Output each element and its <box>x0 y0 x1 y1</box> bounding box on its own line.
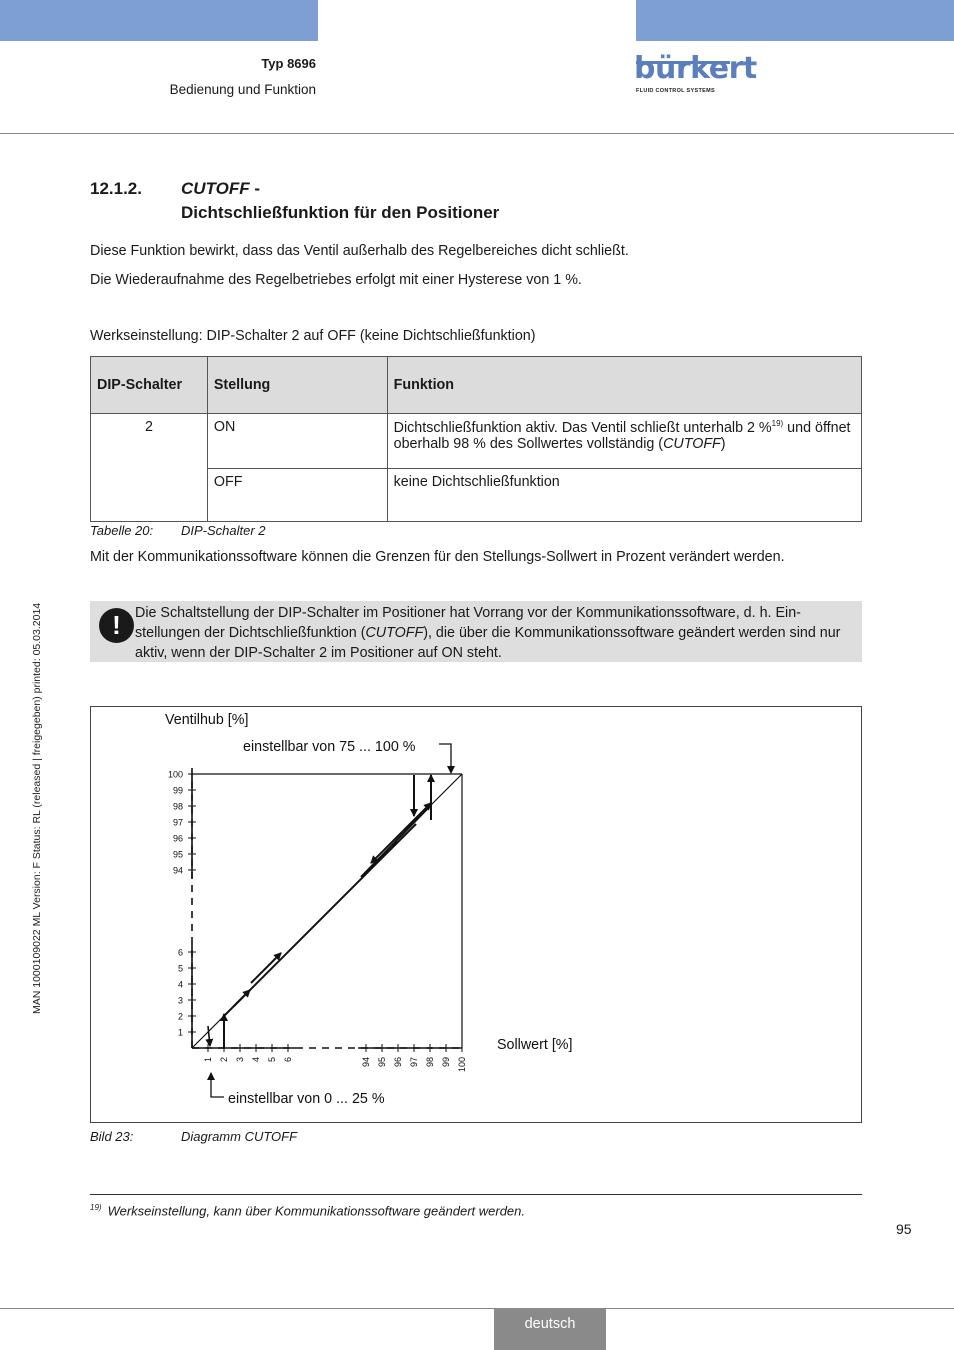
table-header-position: Stellung <box>207 357 387 414</box>
y-tick-label-5: 5 <box>177 963 183 974</box>
header-bar-left <box>0 0 318 41</box>
annotation-bottom: einstellbar von 0 ... 25 % <box>228 1091 385 1107</box>
on-function-cutoff: CUTOFF <box>663 435 721 452</box>
section-title-line2: Dichtschließfunktion für den Positioner <box>181 203 500 222</box>
x-tick-label-5: 5 <box>267 1057 277 1063</box>
figure-caption-label: Bild 23: <box>90 1129 134 1144</box>
document-subtitle: Bedienung und Funktion <box>169 82 316 97</box>
x-tick-label-97: 97 <box>409 1057 419 1068</box>
x-tick-label-2: 2 <box>219 1057 229 1063</box>
cutoff-diagram <box>90 706 862 1123</box>
x-tick-label-100: 100 <box>457 1057 467 1073</box>
cutoff-drop-low <box>208 1026 210 1046</box>
paragraph-function: Diese Funktion bewirkt, dass das Ventil außerhalb des Regelbereiches dicht schließt. <box>90 243 629 259</box>
note-text-a: Die Schaltstellung der DIP-Schalter im Positioner hat Vorrang vor der Kommunikationssoftware, d. h. Ein-stellungen der Dichtschließfunktion ( <box>135 605 801 641</box>
characteristic-line-high <box>361 806 430 877</box>
y-tick-label-2: 2 <box>177 1011 183 1022</box>
dip-switch-table <box>90 356 862 522</box>
x-tick-label-4: 4 <box>251 1057 261 1063</box>
y-tick-label-96: 96 <box>172 833 183 844</box>
arrow-down-mid <box>371 831 403 863</box>
section-number: 12.1.2. <box>90 179 142 198</box>
x-tick-label-6: 6 <box>283 1057 293 1063</box>
paragraph-factory-setting: Werkseinstellung: DIP-Schalter 2 auf OFF (keine Dichtschließfunktion) <box>90 328 536 344</box>
y-tick-label-95: 95 <box>172 849 183 860</box>
y-tick-label-97: 97 <box>172 817 183 828</box>
x-tick-label-1: 1 <box>203 1057 213 1063</box>
table-cell-off-function: keine Dichtschließfunktion <box>387 469 861 522</box>
x-tick-label-99: 99 <box>441 1057 451 1068</box>
characteristic-line-top <box>430 774 462 806</box>
y-axis-label: Ventilhub [%] <box>165 712 249 728</box>
callout-top <box>439 744 451 773</box>
footnote <box>90 1203 525 1218</box>
y-tick-label-4: 4 <box>177 979 183 990</box>
logo-tagline: FLUID CONTROL SYSTEMS <box>636 88 715 94</box>
footnote-mark: 19) <box>90 1203 102 1212</box>
footnote-divider <box>90 1194 862 1195</box>
header-divider <box>0 133 954 134</box>
arrow-up-mid <box>251 953 281 983</box>
table-header-function: Funktion <box>387 357 861 414</box>
paragraph-hysteresis: Die Wiederaufnahme des Regelbetriebes erfolgt mit einer Hysterese von 1 %. <box>90 272 582 288</box>
cutoff-chart <box>91 707 863 1124</box>
x-tick-label-3: 3 <box>235 1057 245 1063</box>
x-tick-label-95: 95 <box>377 1057 387 1068</box>
y-tick-label-99: 99 <box>172 785 183 796</box>
arrow-up-high <box>403 803 431 831</box>
logo-wordmark: bürkert <box>634 51 757 86</box>
y-tick-label-94: 94 <box>172 865 183 876</box>
table-header-row <box>91 357 862 414</box>
annotation-top: einstellbar von 75 ... 100 % <box>243 739 416 755</box>
table-cell-switch: 2 <box>91 414 208 522</box>
table-caption-text: DIP-Schalter 2 <box>181 523 266 538</box>
warning-note <box>90 601 862 662</box>
x-tick-label-96: 96 <box>393 1057 403 1068</box>
y-tick-label-100: 100 <box>167 769 183 780</box>
note-text <box>135 603 857 663</box>
footer-divider <box>0 1308 954 1309</box>
table-cell-on-function <box>387 414 861 469</box>
footnote-ref: 19) <box>771 419 784 428</box>
table-cell-off: OFF <box>207 469 387 522</box>
y-tick-label-98: 98 <box>172 801 183 812</box>
section-title-dash: - <box>249 179 261 198</box>
on-function-text-c: ) <box>720 435 726 452</box>
callout-bottom <box>211 1073 224 1097</box>
paragraph-communication: Mit der Kommunikationssoftware können die Grenzen für den Stellungs-Sollwert in Prozent verändert werden. <box>90 549 785 565</box>
table-caption-label: Tabelle 20: <box>90 523 154 538</box>
table-cell-on: ON <box>207 414 387 469</box>
on-function-text-b: und öffnet oberhalb 98 % des Sollwertes vollständig ( <box>393 419 851 452</box>
header-bar-right <box>636 0 954 41</box>
language-tab: deutsch <box>494 1308 606 1350</box>
buerkert-logo <box>634 51 757 97</box>
on-function-text-a: Dichtschließfunktion aktiv. Das Ventil schließt unterhalb 2 % <box>393 419 772 436</box>
document-type: Typ 8696 <box>261 56 316 71</box>
note-text-b: ), die über die Kommunikationssoftware geändert werden sind nur aktiv, wenn der DIP-Schalter 2 im Positioner auf ON steht. <box>135 625 841 661</box>
section-title-line1 <box>181 179 260 199</box>
y-tick-label-1: 1 <box>177 1027 183 1038</box>
page-number: 95 <box>896 1221 912 1237</box>
x-axis-label: Sollwert [%] <box>497 1037 573 1053</box>
table-header-dip: DIP-Schalter <box>91 357 208 414</box>
figure-caption-text: Diagramm CUTOFF <box>181 1129 298 1144</box>
exclamation-icon: ! <box>99 608 134 643</box>
x-tick-label-98: 98 <box>425 1057 435 1068</box>
x-tick-label-94: 94 <box>361 1057 371 1068</box>
table-row-on <box>91 414 862 469</box>
document-metadata-vertical: MAN 1000109022 ML Version: F Status: RL (released | freigegeben) printed: 05.03.2014 <box>31 602 43 1014</box>
note-cutoff: CUTOFF <box>365 625 424 641</box>
footnote-text: Werkseinstellung, kann über Kommunikationssoftware geändert werden. <box>107 1203 525 1219</box>
arrow-up-low <box>234 990 250 1006</box>
section-title-cutoff: CUTOFF <box>181 179 250 198</box>
characteristic-line-low <box>224 824 416 1016</box>
y-tick-label-6: 6 <box>177 947 183 958</box>
y-tick-label-3: 3 <box>177 995 183 1006</box>
